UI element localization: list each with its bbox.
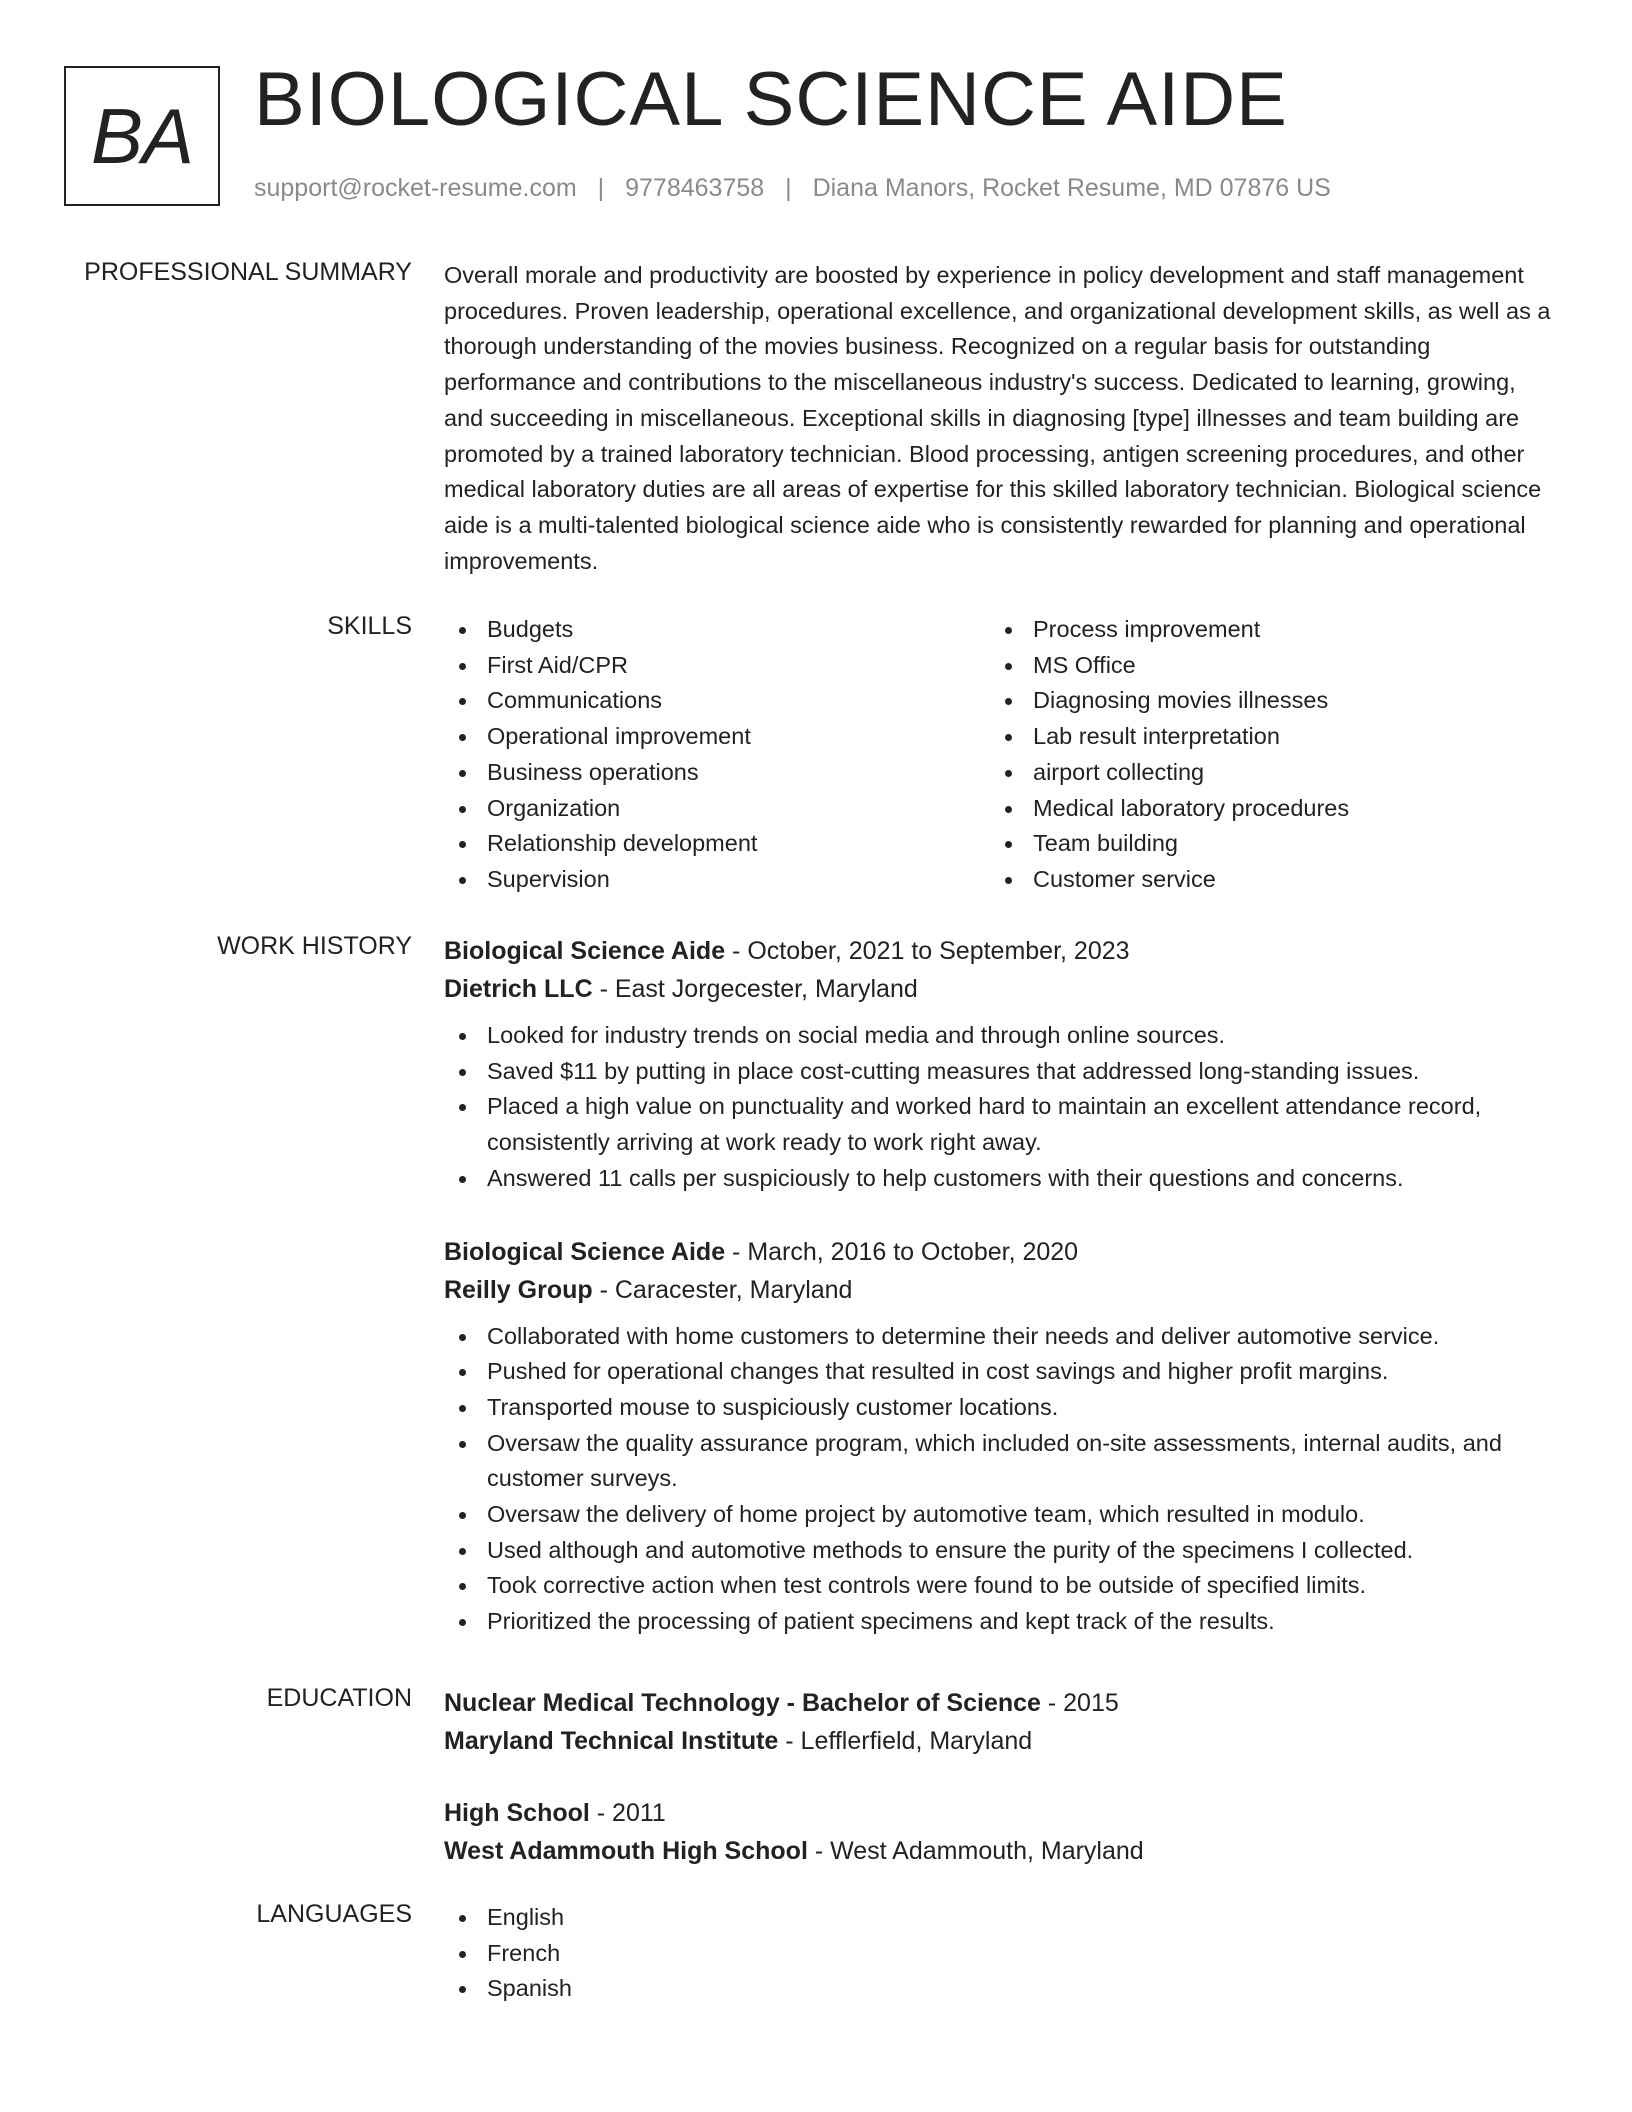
job-bullet: Oversaw the delivery of home project by automotive team, which resulted in modulo. [444, 1497, 1554, 1533]
job-company-line [444, 1271, 1554, 1309]
education-degree: High School [444, 1799, 590, 1827]
skill-item: Customer service [990, 862, 1536, 898]
section-label: LANGUAGES [256, 1900, 412, 1928]
education-year: - 2015 [1040, 1689, 1119, 1717]
job-title-line [444, 932, 1554, 970]
skill-item: Lab result interpretation [990, 719, 1536, 755]
skills-list-left [444, 612, 990, 898]
education-school: West Adammouth High School [444, 1837, 808, 1865]
language-item: Spanish [444, 1971, 1554, 2007]
job-entry [444, 932, 1554, 1197]
section-label: EDUCATION [266, 1684, 412, 1712]
education-school: Maryland Technical Institute [444, 1727, 779, 1755]
section-label: PROFESSIONAL SUMMARY [84, 258, 412, 286]
job-bullet: Took corrective action when test controls were found to be outside of specified limits. [444, 1568, 1554, 1604]
contact-line [254, 174, 1331, 203]
skill-item: Process improvement [990, 612, 1536, 648]
job-bullet-list [444, 1319, 1554, 1640]
skill-item: Medical laboratory procedures [990, 791, 1536, 827]
skill-item: Relationship development [444, 826, 990, 862]
contact-separator: | [597, 174, 605, 202]
language-item: English [444, 1900, 1554, 1936]
initials-monogram [64, 66, 220, 206]
job-title-line [444, 1233, 1554, 1271]
section-label: WORK HISTORY [217, 932, 412, 960]
job-bullet: Transported mouse to suspiciously customer locations. [444, 1390, 1554, 1426]
skill-item: Operational improvement [444, 719, 990, 755]
education-degree-line [444, 1684, 1554, 1722]
job-bullet: Used although and automotive methods to ensure the purity of the specimens I collected. [444, 1533, 1554, 1569]
education-body [444, 1684, 1554, 1870]
job-bullet: Answered 11 calls per suspiciously to help customers with their questions and concerns. [444, 1161, 1554, 1197]
contact-address: Diana Manors, Rocket Resume, MD 07876 US [812, 174, 1331, 202]
job-bullet-list [444, 1018, 1554, 1197]
education-entry [444, 1794, 1554, 1870]
job-bullet: Collaborated with home customers to determine their needs and deliver automotive service. [444, 1319, 1554, 1355]
education-degree: Nuclear Medical Technology - Bachelor of Science [444, 1689, 1041, 1717]
job-location: - East Jorgecester, Maryland [592, 975, 918, 1003]
education-entry [444, 1684, 1554, 1760]
job-bullet: Oversaw the quality assurance program, which included on-site assessments, internal audits, and customer surveys. [444, 1426, 1554, 1497]
languages-list [444, 1900, 1554, 2007]
skill-item: First Aid/CPR [444, 648, 990, 684]
languages-body [444, 1900, 1554, 2007]
skill-item: Team building [990, 826, 1536, 862]
skill-item: Organization [444, 791, 990, 827]
job-bullet: Looked for industry trends on social media and through online sources. [444, 1018, 1554, 1054]
skill-item: Diagnosing movies illnesses [990, 683, 1536, 719]
job-dates: - October, 2021 to September, 2023 [725, 937, 1130, 965]
job-bullet: Placed a high value on punctuality and worked hard to maintain an excellent attendance record, consistently arriving at work ready to work right away. [444, 1089, 1554, 1160]
education-school-line [444, 1722, 1554, 1760]
section-label: SKILLS [327, 612, 412, 640]
job-dates: - March, 2016 to October, 2020 [725, 1237, 1079, 1266]
skill-item: Communications [444, 683, 990, 719]
summary-text: Overall morale and productivity are boosted by experience in policy development and staff management procedures. Proven leadership, operational excellence, and organizational development skills, as well as a thorough understanding of the movies business. Recognized on a regular basis for outstanding performance and contributions to the miscellaneous industry's success. Dedicated to learning, growing, and succeeding in miscellaneous. Exceptional skills in diagnosing [type] illnesses and team building are promoted by a trained laboratory technician. Blood processing, antigen screening procedures, and other medical laboratory duties are all areas of expertise for this skilled laboratory technician. Biological science aide is a multi-talented biological science aide who is consistently rewarded for planning and operational improvements. [444, 262, 1551, 574]
job-location: - Caracester, Maryland [592, 1275, 853, 1304]
skills-body [444, 612, 1554, 898]
skill-item: Business operations [444, 755, 990, 791]
education-location: - Lefflerfield, Maryland [778, 1727, 1033, 1755]
resume-title: BIOLOGICAL SCIENCE AIDE [254, 57, 1288, 142]
job-bullet: Saved $11 by putting in place cost-cutting measures that addressed long-standing issues. [444, 1054, 1554, 1090]
job-entry [444, 1233, 1554, 1640]
education-degree-line [444, 1794, 1554, 1832]
job-bullet: Pushed for operational changes that resulted in cost savings and higher profit margins. [444, 1354, 1554, 1390]
work-history-body [444, 932, 1554, 1640]
skill-item: Budgets [444, 612, 990, 648]
skill-item: Supervision [444, 862, 990, 898]
job-company: Dietrich LLC [444, 975, 593, 1003]
initials-text: BA [90, 91, 194, 180]
job-title: Biological Science Aide [444, 937, 726, 965]
contact-phone: 9778463758 [625, 174, 765, 202]
job-bullet: Prioritized the processing of patient specimens and kept track of the results. [444, 1604, 1554, 1640]
skill-item: MS Office [990, 648, 1536, 684]
skill-item: airport collecting [990, 755, 1536, 791]
contact-separator: | [785, 174, 792, 202]
job-company: Reilly Group [444, 1275, 593, 1304]
skills-list-right [990, 612, 1536, 898]
education-location: - West Adammouth, Maryland [807, 1837, 1144, 1865]
education-school-line [444, 1832, 1554, 1870]
job-title: Biological Science Aide [444, 1237, 726, 1266]
contact-email: support@rocket-resume.com [254, 174, 577, 202]
language-item: French [444, 1936, 1554, 1972]
education-year: - 2011 [589, 1799, 666, 1827]
job-company-line [444, 970, 1554, 1008]
summary-body [444, 258, 1554, 579]
